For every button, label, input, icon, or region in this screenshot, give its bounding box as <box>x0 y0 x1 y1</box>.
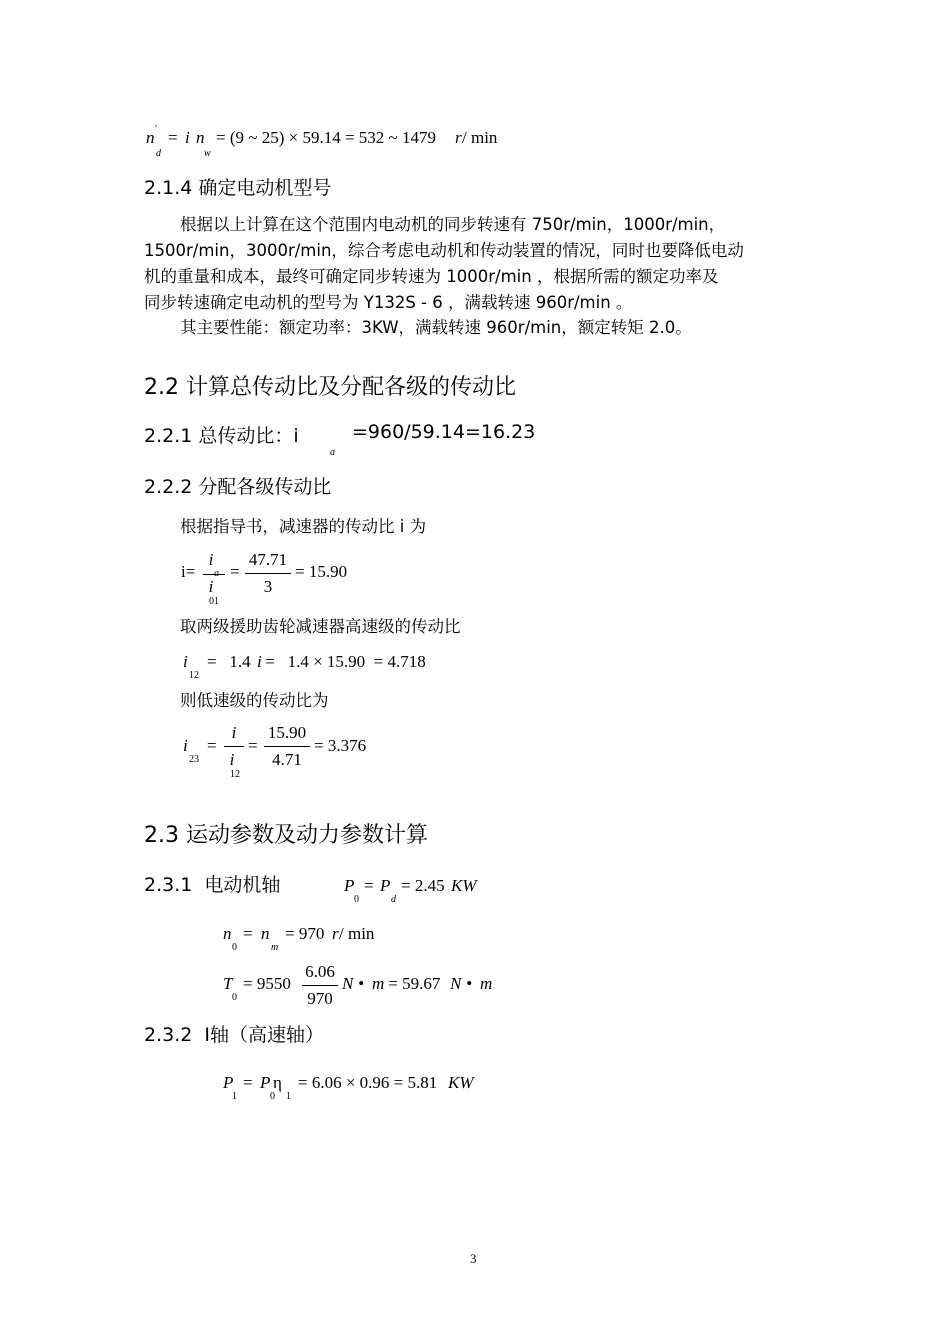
formula-symbol: n <box>146 128 155 147</box>
section-heading-2-2-2: 2.2.2 分配各级传动比 <box>144 476 332 498</box>
heading-text: 2.2.1 总传动比：i <box>144 425 299 447</box>
formula-expression: = 2.45 <box>401 876 445 895</box>
formula-subscript: 0 <box>232 942 237 953</box>
section-heading-2-2: 2.2 计算总传动比及分配各级的传动比 <box>144 375 516 400</box>
formula-symbol: i <box>229 750 235 769</box>
formula-operator: = <box>248 736 258 755</box>
formula-result: = 15.90 <box>295 562 348 581</box>
formula-subscript: d <box>156 148 161 159</box>
formula-symbol: i <box>257 652 262 671</box>
formula-subscript: 0 <box>232 992 237 1003</box>
formula-lhs: i= <box>181 562 196 581</box>
formula-subscript: w <box>204 148 211 159</box>
formula-expression: = (9 ~ 25) × 59.14 = 532 ~ 1479 <box>216 128 436 147</box>
formula-unit: m <box>480 974 493 993</box>
formula-operator: = <box>243 924 253 943</box>
formula-symbol: n <box>223 924 232 943</box>
formula-numerator: 47.71 <box>248 550 288 569</box>
formula-unit: N <box>450 974 462 993</box>
formula-unit: r <box>455 128 462 147</box>
formula-expression: = 59.67 <box>384 974 441 993</box>
formula-unit: KW <box>451 876 477 895</box>
formula-symbol: i <box>183 652 188 671</box>
formula-unit: m <box>372 974 385 993</box>
formula-subscript: 01 <box>209 596 219 607</box>
formula-symbol: η <box>273 1073 282 1092</box>
formula-symbol: i <box>208 577 214 596</box>
formula-operator: = <box>230 562 240 581</box>
formula-subscript: d <box>391 894 396 905</box>
formula-symbol: T <box>223 974 233 993</box>
formula-symbol: n <box>196 128 205 147</box>
page-number: 3 <box>470 1251 477 1266</box>
formula-operator: • <box>354 974 369 993</box>
formula-operator: = <box>207 736 217 755</box>
paragraph-line: 机的重量和成本，最终可确定同步转速为 1000r/min ，根据所需的额定功率及 <box>144 267 719 286</box>
section-heading-2-3-1: 2.3.1 电动机轴 <box>144 874 281 896</box>
formula-expression: = 6.06 × 0.96 = 5.81 <box>298 1073 438 1092</box>
formula-denominator: 3 <box>263 577 273 596</box>
formula-expression: = 970 <box>285 924 325 943</box>
formula-unit: KW <box>448 1073 474 1092</box>
fraction-bar <box>264 746 310 747</box>
formula-prime: ' <box>155 124 157 135</box>
formula-symbol: P <box>223 1073 234 1092</box>
formula-operator: • <box>462 974 477 993</box>
paragraph-line: 其主要性能：额定功率：3KW，满载转速 960r/min，额定转矩 2.0。 <box>180 318 692 337</box>
section-heading-2-3: 2.3 运动参数及动力参数计算 <box>144 823 428 848</box>
formula-expression: = 1.4 <box>207 652 251 671</box>
section-heading-2-2-1 <box>144 421 299 448</box>
formula-operator: = <box>364 876 374 895</box>
total-ratio-value: =960/59.14=16.23 <box>352 421 536 443</box>
formula-numerator: 6.06 <box>305 962 335 981</box>
formula-symbol: i <box>231 723 237 742</box>
paragraph-line: 1500r/min，3000r/min，综合考虑电动机和传动装置的情况，同时也要降低电动 <box>144 241 744 260</box>
fraction-bar <box>245 573 291 574</box>
paragraph-line: 根据指导书，减速器的传动比 i 为 <box>180 517 427 536</box>
formula-symbol: i <box>183 736 188 755</box>
formula-symbol: i <box>185 128 190 147</box>
formula-numerator: 15.90 <box>267 723 307 742</box>
formula-subscript: 0 <box>354 894 359 905</box>
formula-operator: = <box>243 1073 253 1092</box>
formula-denominator: 970 <box>307 989 333 1008</box>
formula-operator: = <box>168 128 178 147</box>
formula-subscript: 0 <box>270 1091 275 1102</box>
formula-subscript: a <box>330 447 335 458</box>
formula-unit: r <box>332 924 339 943</box>
formula-unit: N <box>342 974 354 993</box>
formula-subscript: m <box>271 942 279 953</box>
formula-symbol: P <box>380 876 391 895</box>
formula-result: = 3.376 <box>314 736 367 755</box>
formula-unit: / min <box>339 924 375 943</box>
formula-symbol: P <box>344 876 355 895</box>
fraction-bar <box>224 746 244 747</box>
paragraph-line: 取两级援助齿轮减速器高速级的传动比 <box>180 617 461 636</box>
fraction-bar <box>302 985 338 986</box>
formula-subscript: 12 <box>230 769 240 780</box>
formula-subscript: 12 <box>189 670 199 681</box>
fraction-bar <box>203 574 225 575</box>
formula-symbol: P <box>260 1073 271 1092</box>
formula-expression: = 1.4 × 15.90 = 4.718 <box>261 652 426 671</box>
formula-subscript: 1 <box>232 1091 237 1102</box>
formula-symbol: i <box>208 550 214 569</box>
section-heading-2-1-4: 2.1.4 确定电动机型号 <box>144 177 332 199</box>
paragraph-line: 则低速级的传动比为 <box>180 691 329 710</box>
section-heading-2-3-2: 2.3.2 Ⅰ轴（高速轴） <box>144 1024 325 1046</box>
formula-symbol: n <box>261 924 270 943</box>
formula-subscript: 1 <box>286 1091 291 1102</box>
formula-expression: = 9550 <box>243 974 291 993</box>
formula-unit: / min <box>462 128 498 147</box>
formula-subscript: 23 <box>189 754 199 765</box>
paragraph-line: 同步转速确定电动机的型号为 Y132S - 6 ，满载转速 960r/min 。 <box>144 293 633 312</box>
paragraph-line: 根据以上计算在这个范围内电动机的同步转速有 750r/min，1000r/min， <box>180 215 726 234</box>
formula-denominator: 4.71 <box>272 750 302 769</box>
